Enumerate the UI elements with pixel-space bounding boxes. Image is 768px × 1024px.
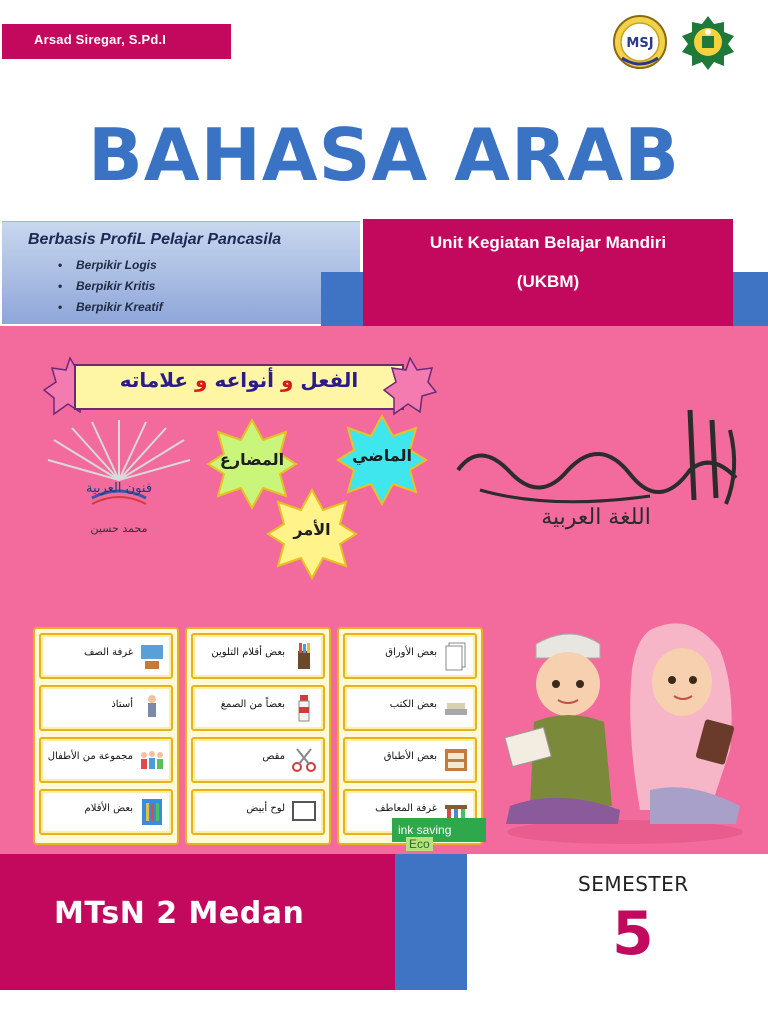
vocab-card — [191, 737, 325, 783]
banner-conj: و — [280, 368, 294, 392]
glue-icon — [291, 693, 317, 723]
vocab-card — [343, 633, 477, 679]
page-title: BAHASA ARAB — [88, 113, 680, 197]
blue-accent-block — [733, 272, 768, 326]
ukbm-abbrev: (UKBM) — [516, 272, 580, 291]
verb-banner — [44, 358, 436, 416]
vocab-card — [191, 789, 325, 835]
eco-tag: Eco — [406, 837, 433, 851]
vocab-card — [39, 633, 173, 679]
classroom-icon — [139, 641, 165, 671]
profil-item: • Berpikir Kritis — [58, 276, 360, 297]
badge-text: المضارع — [219, 450, 285, 469]
emblem-sub: محمد حسين — [90, 522, 148, 535]
card-word: أستاذ — [111, 699, 133, 710]
card-word: بعض الأوراق — [385, 647, 437, 658]
card-word: غرفة المعاطف — [375, 803, 437, 814]
vocab-card — [39, 737, 173, 783]
banner-text — [74, 368, 404, 392]
card-word: لوح أبيض — [246, 803, 285, 814]
card-word: بعض الكتب — [389, 699, 437, 710]
vocab-card-column-3 — [337, 627, 483, 845]
vocab-card — [343, 737, 477, 783]
blue-accent-block — [395, 854, 467, 990]
scissors-icon — [291, 745, 317, 775]
teacher-icon — [139, 693, 165, 723]
calligraphy-text: اللغة العربية — [541, 505, 651, 530]
kemenag-logo-icon — [680, 14, 736, 70]
ink-saving-text: ink saving — [398, 823, 452, 837]
card-word: بعض الأطباق — [383, 751, 437, 762]
ukbm-panel — [363, 219, 733, 326]
banner-star-icon — [384, 358, 436, 416]
card-word: بعضاً من الصمغ — [220, 699, 285, 710]
banner-word: أنواعه — [214, 368, 275, 392]
plates-cabinet-icon — [443, 745, 469, 775]
profil-list — [2, 249, 360, 318]
vocab-card — [39, 685, 173, 731]
vocab-card-column-2 — [185, 627, 331, 845]
card-word: مجموعة من الأطفال — [47, 751, 133, 762]
school-name: MTsN 2 Medan — [54, 896, 305, 931]
papers-icon — [443, 641, 469, 671]
reading-children-illustration-icon — [500, 610, 750, 846]
books-icon — [443, 693, 469, 723]
badge-amr — [266, 488, 358, 580]
profil-item: • Berpikir Kreatif — [58, 297, 360, 318]
crayons-icon — [291, 641, 317, 671]
vocab-card — [343, 685, 477, 731]
profil-panel — [2, 221, 360, 324]
vocab-card — [191, 633, 325, 679]
vocab-card — [39, 789, 173, 835]
banner-word: علاماته — [119, 368, 189, 392]
badge-text: الماضي — [352, 446, 412, 465]
arabic-calligraphy-icon — [450, 400, 742, 530]
msj-logo-text: MSJ — [626, 36, 654, 51]
funun-arabiyya-emblem-icon — [44, 420, 194, 552]
banner-word: الفعل — [300, 368, 359, 392]
ink-saving-badge — [392, 818, 486, 851]
profil-heading: Berbasis ProfiL Pelajar Pancasila — [28, 231, 282, 248]
emblem-text: فنون العربية — [85, 481, 153, 496]
card-word: بعض أقلام التلوين — [211, 647, 285, 658]
whiteboard-icon — [291, 797, 317, 827]
profil-item: • Berpikir Logis — [58, 255, 360, 276]
author-label: Arsad Siregar, S.Pd.I — [2, 24, 231, 59]
card-word: غرفة الصف — [84, 647, 133, 658]
card-word: بعض الأقلام — [84, 803, 133, 814]
blue-accent-block — [321, 272, 363, 326]
banner-conj: و — [195, 368, 208, 392]
semester-number: 5 — [612, 899, 654, 969]
semester-label: SEMESTER — [578, 872, 689, 896]
ukbm-title: Unit Kegiatan Belajar Mandiri — [429, 233, 667, 252]
vocab-card — [191, 685, 325, 731]
card-word: مقص — [262, 751, 285, 762]
msj-logo-icon — [612, 14, 668, 70]
badge-text: الأمر — [293, 520, 331, 539]
children-group-icon — [139, 745, 165, 775]
vocab-card-column-1 — [33, 627, 179, 845]
pencils-icon — [139, 797, 165, 827]
